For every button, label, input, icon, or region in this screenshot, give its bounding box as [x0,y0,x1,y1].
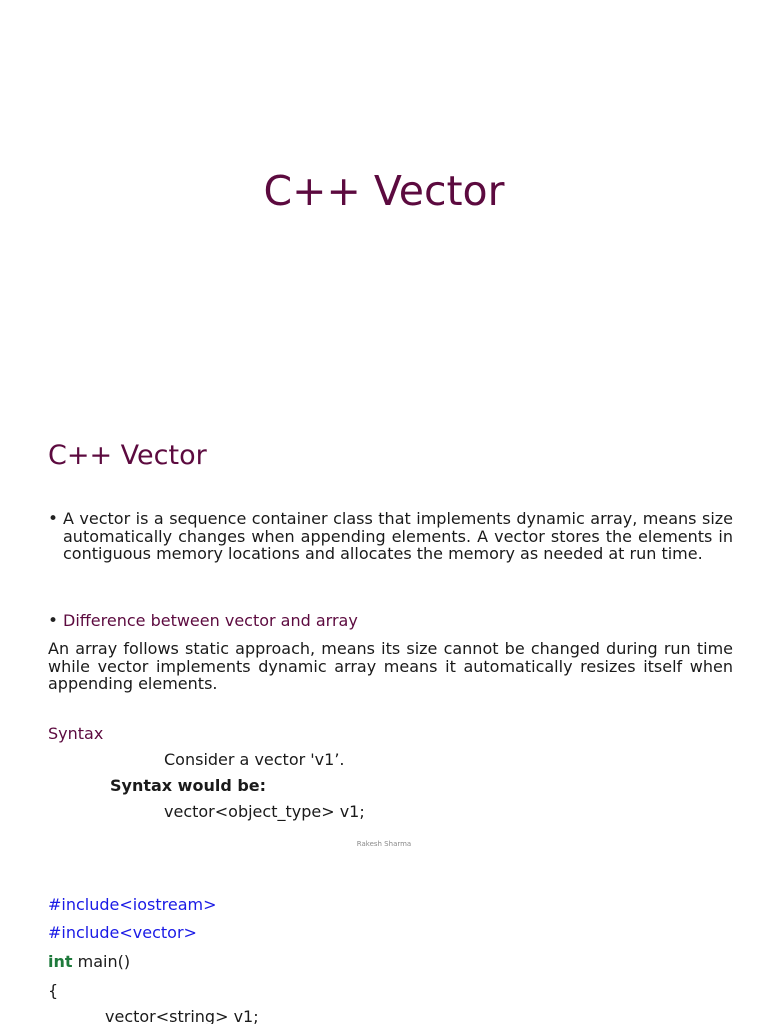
code-keyword-int: int [48,952,73,971]
bullet-dot: • [48,611,59,631]
difference-paragraph: An array follows static approach, means its size cannot be changed during run time while vector implements dynamic array means it automatically resizes itself when appending elements. [48,639,733,693]
bullet-vector-definition-text: A vector is a sequence container class that implements dynamic array, means size automatically changes when appending elements. A vector stores the elements in contiguous memory locations and allocates the memory as needed at run time. [63,509,733,563]
code-open-brace: { [48,981,59,1000]
bullet-vector-definition [48,510,733,563]
syntax-code: vector<object_type> v1; [164,802,365,821]
bullet-difference-text: Difference between vector and array [63,611,358,630]
bullet-dot: • [48,509,59,529]
footer-author: Rakesh Sharma [356,840,412,848]
slide2-heading: C++ Vector [48,440,207,471]
syntax-would-be: Syntax would be: [110,776,267,795]
code-vector-declaration: vector<string> v1; [105,1007,259,1024]
code-include-iostream: #include<iostream> [48,895,217,914]
code-include-vector: #include<vector> [48,923,197,942]
bullet-difference [48,612,733,630]
slide1-title: C++ Vector [263,167,505,215]
consider-line: Consider a vector 'v1’. [164,750,345,769]
code-main-text: main() [72,952,131,971]
code-main-line [48,952,130,972]
syntax-label: Syntax [48,724,104,743]
